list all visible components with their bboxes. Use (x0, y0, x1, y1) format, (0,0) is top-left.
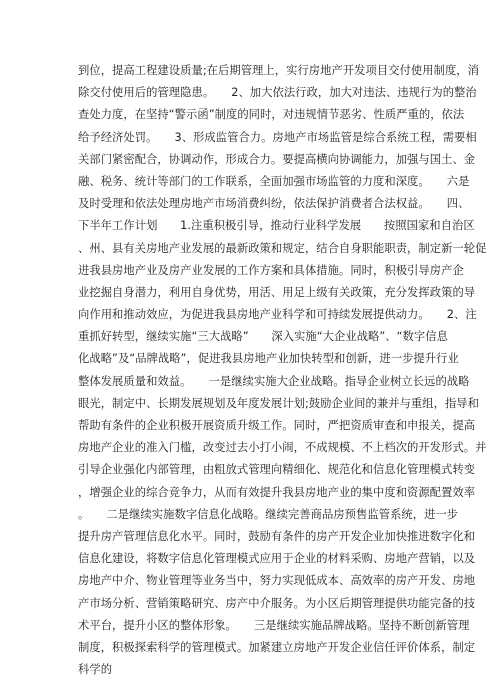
text-line: 关部门紧密配合，协调动作，形成合力。要提高横向协调能力，加强与国土、金 (78, 152, 476, 166)
text-line: 给予经济处罚。 3、形成监管合力。房地产市场监管是综合系统工程，需要相 (78, 130, 477, 144)
text-line: 业挖掘自身潜力，利用自身优势，用活、用足上级有关政策，充分发挥政策的导 (78, 285, 476, 299)
text-line: 及时受理和依法处理房地产市场消费纠纷，依法保护消费者合法权益。 四、 (78, 197, 470, 211)
text-line: 向作用和推动效应，为促进我县房地产业科学和可持续发展提供动力。 2、注 (78, 308, 477, 322)
text-line: 科学的 (78, 663, 113, 677)
text-line: 进我县房地产业及房产业发展的工作方案和具体措施。同时，积极引导房产企 (78, 263, 464, 277)
text-line: ，增强企业的综合竞争力，从而有效提升我县房地产业的集中度和资源配置效率 (78, 485, 476, 499)
text-line: 提升房产管理信息化水平。同时，鼓励有条件的房产开发企业加快推进数字化和 (78, 529, 476, 543)
text-line: 制度，积极探索科学的管理模式。加紧建立房地产开发企业信任评价体系，制定 (78, 640, 476, 654)
text-line: 到位，提高工程建设质量;在后期管理上，实行房地产开发项目交付使用制度，消 (78, 64, 479, 77)
text-line: 产市场分析、营销策略研究、房产中介服务。为小区后期管理提供功能完备的技 (78, 596, 476, 610)
text-line: 引导企业强化内部管理，由粗放式管理向精细化、规范化和信息化管理模式转变 (78, 463, 476, 477)
text-line: 房地产中介、物业管理等业务当中，努力实现低成本、高效率的房产开发、房地 (78, 574, 476, 588)
text-line: 。 二是继续实施数字信息化战略。继续完善商品房预售监管系统，进一步 (78, 507, 459, 521)
text-line: 术平台，提升小区的整体形象。 三是继续实施品牌战略。坚持不断创新管理 (78, 618, 470, 632)
text-line: 重抓好转型，继续实施“三大战略” 深入实施“大企业战略”、“数字信息 (78, 330, 448, 344)
text-line: 查处力度，在坚持“警示函”制度的同时，对违规情节恶劣、性质严重的，依法 (78, 108, 465, 122)
text-line: 帮助有条件的企业积极开展资质升级工作。同时，严把资质审查和申报关，提高 (78, 419, 476, 432)
text-line: 化战略”及“品牌战略”，促进我县房地产业加快转型和创新，进一步提升行业 (78, 352, 459, 366)
text-line: 除交付使用后的管理隐患。 2、加大依法行政，加大对违法、违规行为的整治 (78, 86, 477, 100)
text-line: 下半年工作计划 1.注重积极引导，推动行业科学发展 按照国家和自治区 (78, 219, 475, 233)
text-line: 、州、县有关房地产业发展的最新政策和规定，结合自身职能职责，制定新一轮促 (78, 241, 487, 255)
text-line: 房地产企业的准入门槛，改变过去小打小闹，不成规模、不上档次的开发形式。并 (78, 441, 487, 455)
text-line: 眼光，制定中、长期发展规划及年度发展计划;鼓励企业间的兼并与重组，指导和 (78, 396, 479, 410)
text-line: 融、税务、统计等部门的工作联系，全面加强市场监管的力度和深度。 六是 (78, 174, 470, 188)
text-line: 整体发展质量和效益。 一是继续实施大企业战略。指导企业树立长远的战略 (78, 374, 470, 388)
text-line: 信息化建设，将数字信息化管理模式应用于企业的材料采购、房地产营销，以及 (78, 552, 476, 566)
body-text (78, 60, 487, 681)
